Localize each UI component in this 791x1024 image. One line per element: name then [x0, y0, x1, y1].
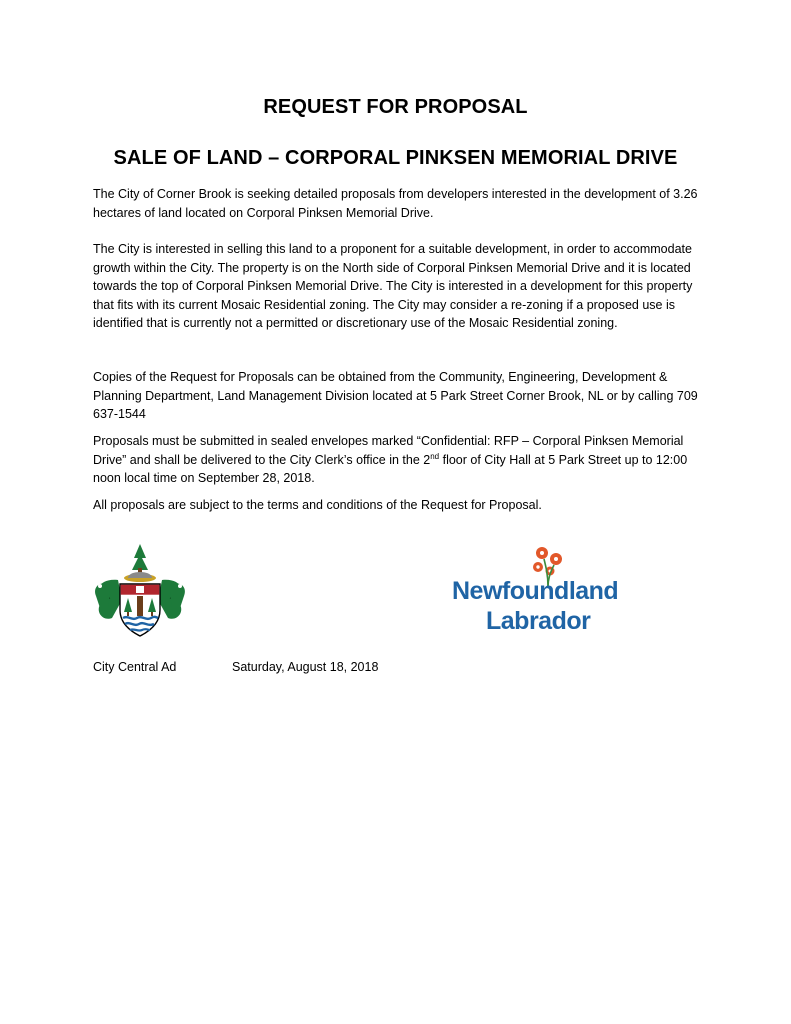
submission-ordinal-suffix: nd [430, 451, 440, 461]
newfoundland-labrador-logo [446, 545, 646, 645]
paragraph-copies-text: Copies of the Request for Proposals can be obtained from the Community, Engineering, Development & Planning Department, Land Management Division located at 5 Park Street Corner Brook, NL or by calling 709 637-1544 [93, 370, 698, 421]
paragraph-submission [93, 432, 703, 488]
paragraph-terms [93, 496, 703, 515]
submission-text-before: Proposals must be submitted in sealed envelopes marked “Confidential: RFP – Corporal Pinksen Memorial Drive” and shall be delivered to the City Clerk’s office in the 2 [93, 434, 684, 467]
paragraph-submission-text [93, 432, 703, 488]
footer-date: Saturday, August 18, 2018 [232, 660, 379, 674]
nl-logo-word-newfoundland: Newfoundland [452, 577, 619, 605]
paragraph-intro-text: The City of Corner Brook is seeking detailed proposals from developers interested in the development of 3.26 hectares of land located on Corporal Pinksen Memorial Drive. [93, 187, 698, 220]
paragraph-interest-text: The City is interested in selling this land to a proponent for a suitable development, in order to accommodate growth within the City. The property is on the North side of Corporal Pinksen Memorial Drive and it is located towards the top of Corporal Pinksen Memorial Drive. The City is interested in a development for this property that fits with its current Mosaic Residential zoning. The City may consider a re-zoning if a proposed use is identified that is currently not a permitted or discretionary use of the Mosaic Residential zoning. [93, 242, 693, 330]
submission-text-after: floor of City Hall at 5 Park Street up to 12:00 noon local time on September 28, 2018. [93, 452, 688, 485]
document-subtitle: SALE OF LAND – CORPORAL PINKSEN MEMORIAL DRIVE [113, 147, 678, 169]
paragraph-intro [93, 185, 703, 222]
paragraph-interest [93, 240, 703, 333]
paragraph-copies [93, 368, 703, 424]
paragraph-terms-text: All proposals are subject to the terms and conditions of the Request for Proposal. [93, 498, 542, 512]
footer-source: City Central Ad [93, 660, 177, 674]
corner-brook-coat-of-arms-icon [88, 540, 192, 638]
nl-logo-word-labrador: Labrador [486, 607, 591, 635]
document-title: REQUEST FOR PROPOSAL [263, 96, 528, 118]
